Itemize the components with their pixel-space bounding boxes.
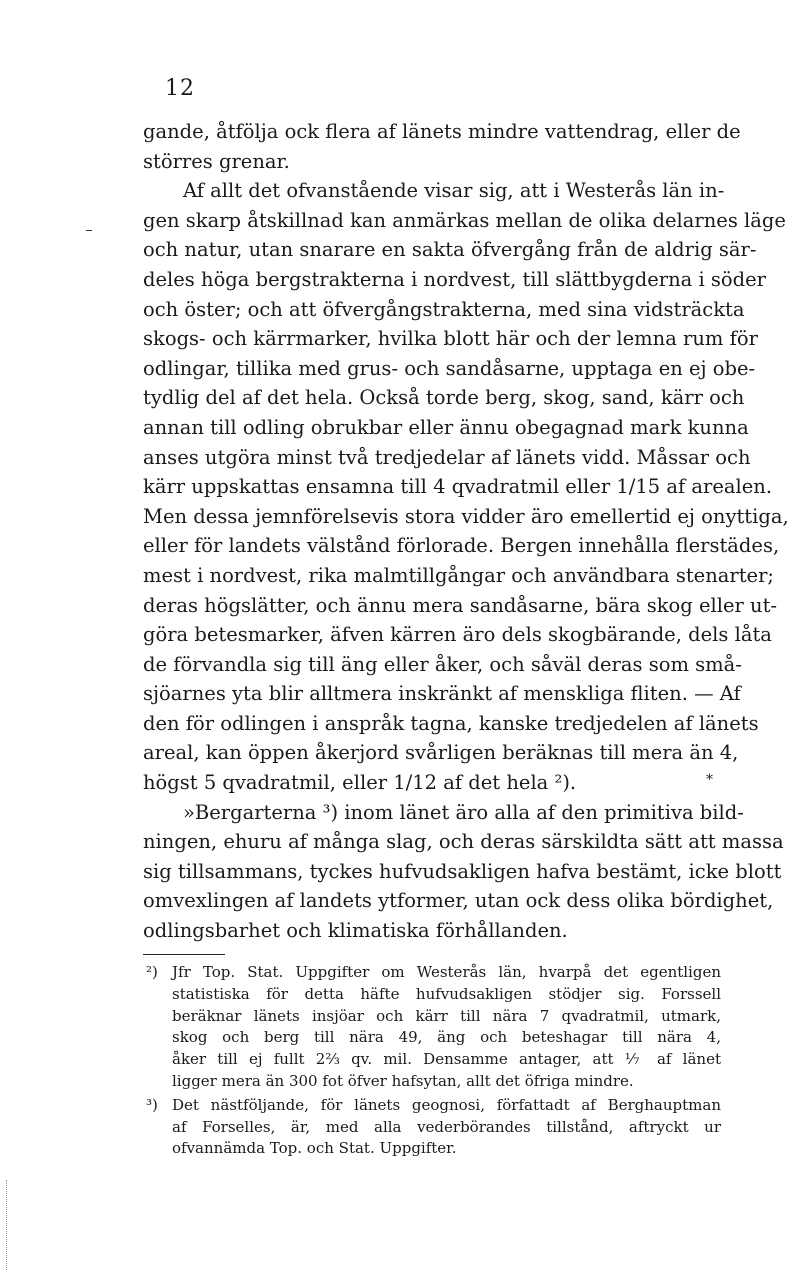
- footnote-line: af Forselles, är, med alla vederbörandes tillstånd, aftryckt ur: [172, 1117, 721, 1136]
- footnote-line: statistiska för detta häfte hufvudsakligen stödjer sig. Forssell: [172, 984, 721, 1003]
- text-line: deras högslätter, och ännu mera sandåsarne, bära skog eller ut-: [143, 593, 778, 617]
- footnote-separator: [143, 954, 225, 955]
- text-line: Men dessa jemnförelsevis stora vidder äro emellertid ej onyttiga,: [143, 504, 789, 528]
- text-line: »Bergarterna ³) inom länet äro alla af den primitiva bild-: [183, 800, 744, 824]
- footnote: [146, 962, 721, 1093]
- page-edge-marks: [6, 1180, 9, 1270]
- text-line: och natur, utan snarare en sakta öfvergång från de aldrig sär-: [143, 238, 757, 262]
- text-line: gen skarp åtskillnad kan anmärkas mellan de olika delarnes läge: [143, 208, 786, 232]
- footnote-marker: ²): [146, 963, 158, 981]
- footnote-line: ofvannämda Top. och Stat. Uppgifter.: [172, 1139, 457, 1158]
- text-line: gande, åtfölja ock flera af länets mindre vattendrag, eller de: [143, 120, 741, 143]
- text-line: den för odlingen i anspråk tagna, kanske tredjedelen af länets: [143, 711, 759, 735]
- text-line: omvexlingen af landets ytformer, utan ock dess olika bördighet,: [143, 889, 774, 913]
- text-line: skogs- och kärrmarker, hvilka blott här och der lemna rum för: [143, 327, 758, 351]
- text-line: sig tillsammans, tyckes hufvudsakligen hafva bestämt, icke blott: [143, 859, 782, 883]
- text-line: anses utgöra minst två tredjedelar af länets vidd. Måssar och: [143, 445, 751, 469]
- footnote-line: skog och berg till nära 49, äng och beteshagar till nära 4,: [172, 1028, 721, 1047]
- footnote-marker: ³): [146, 1095, 158, 1114]
- text-line: göra betesmarker, äfven kärren äro dels skogbärande, dels låta: [143, 623, 772, 647]
- footnotes: [146, 962, 721, 1160]
- text-line: ningen, ehuru af många slag, och deras särskildta sätt att massa: [143, 830, 784, 854]
- margin-asterisk: *: [706, 772, 713, 788]
- margin-mark: [86, 230, 92, 231]
- footnote-line: Jfr Top. Stat. Uppgifter om Westerås län, hvarpå det egentligen: [172, 963, 721, 981]
- text-line: sjöarnes yta blir alltmera inskränkt af menskliga fliten. — Af: [143, 682, 741, 706]
- text-line: och öster; och att öfvergångstrakterna, med sina vidsträckta: [143, 297, 745, 321]
- footnote-line: Det nästföljande, för länets geognosi, författadt af Berghauptman: [172, 1095, 721, 1114]
- text-line: mest i nordvest, rika malmtillgångar och användbara stenarter;: [143, 563, 774, 587]
- footnote-line: beräknar länets insjöar och kärr till nära 7 qvadratmil, utmark,: [172, 1006, 721, 1025]
- text-line: störres grenar.: [143, 149, 290, 173]
- main-text: [143, 117, 789, 946]
- text-line: tydlig del af det hela. Också torde berg, skog, sand, kärr och: [143, 386, 745, 410]
- text-line: odlingar, tillika med grus- och sandåsarne, upptaga en ej obe-: [143, 356, 756, 380]
- text-line: de förvandla sig till äng eller åker, och såväl deras som små-: [143, 652, 742, 676]
- footnote-line: ligger mera än 300 fot öfver hafsytan, allt det öfriga mindre.: [172, 1071, 634, 1090]
- text-line: högst 5 qvadratmil, eller 1/12 af det hela ²).: [143, 771, 577, 795]
- footnote-line: åker till ej fullt 2⅔ qv. mil. Densamme antager, att ⅐ af länet: [172, 1050, 721, 1069]
- text-line: eller för landets välstånd förlorade. Bergen innehålla flerstädes,: [143, 534, 780, 558]
- text-line: annan till odling obrukbar eller ännu obegagnad mark kunna: [143, 415, 749, 439]
- footnote: [146, 1095, 721, 1160]
- text-line: kärr uppskattas ensamna till 4 qvadratmil eller 1/15 af arealen.: [143, 475, 773, 499]
- text-line: areal, kan öppen åkerjord svårligen beräknas till mera än 4,: [143, 741, 739, 765]
- text-line: odlingsbarhet och klimatiska förhållanden.: [143, 919, 568, 943]
- page-number: 12: [165, 76, 195, 101]
- text-line: deles höga bergstrakterna i nordvest, till slättbygderna i söder: [143, 267, 766, 291]
- text-line: Af allt det ofvanstående visar sig, att i Westerås län in-: [183, 179, 725, 203]
